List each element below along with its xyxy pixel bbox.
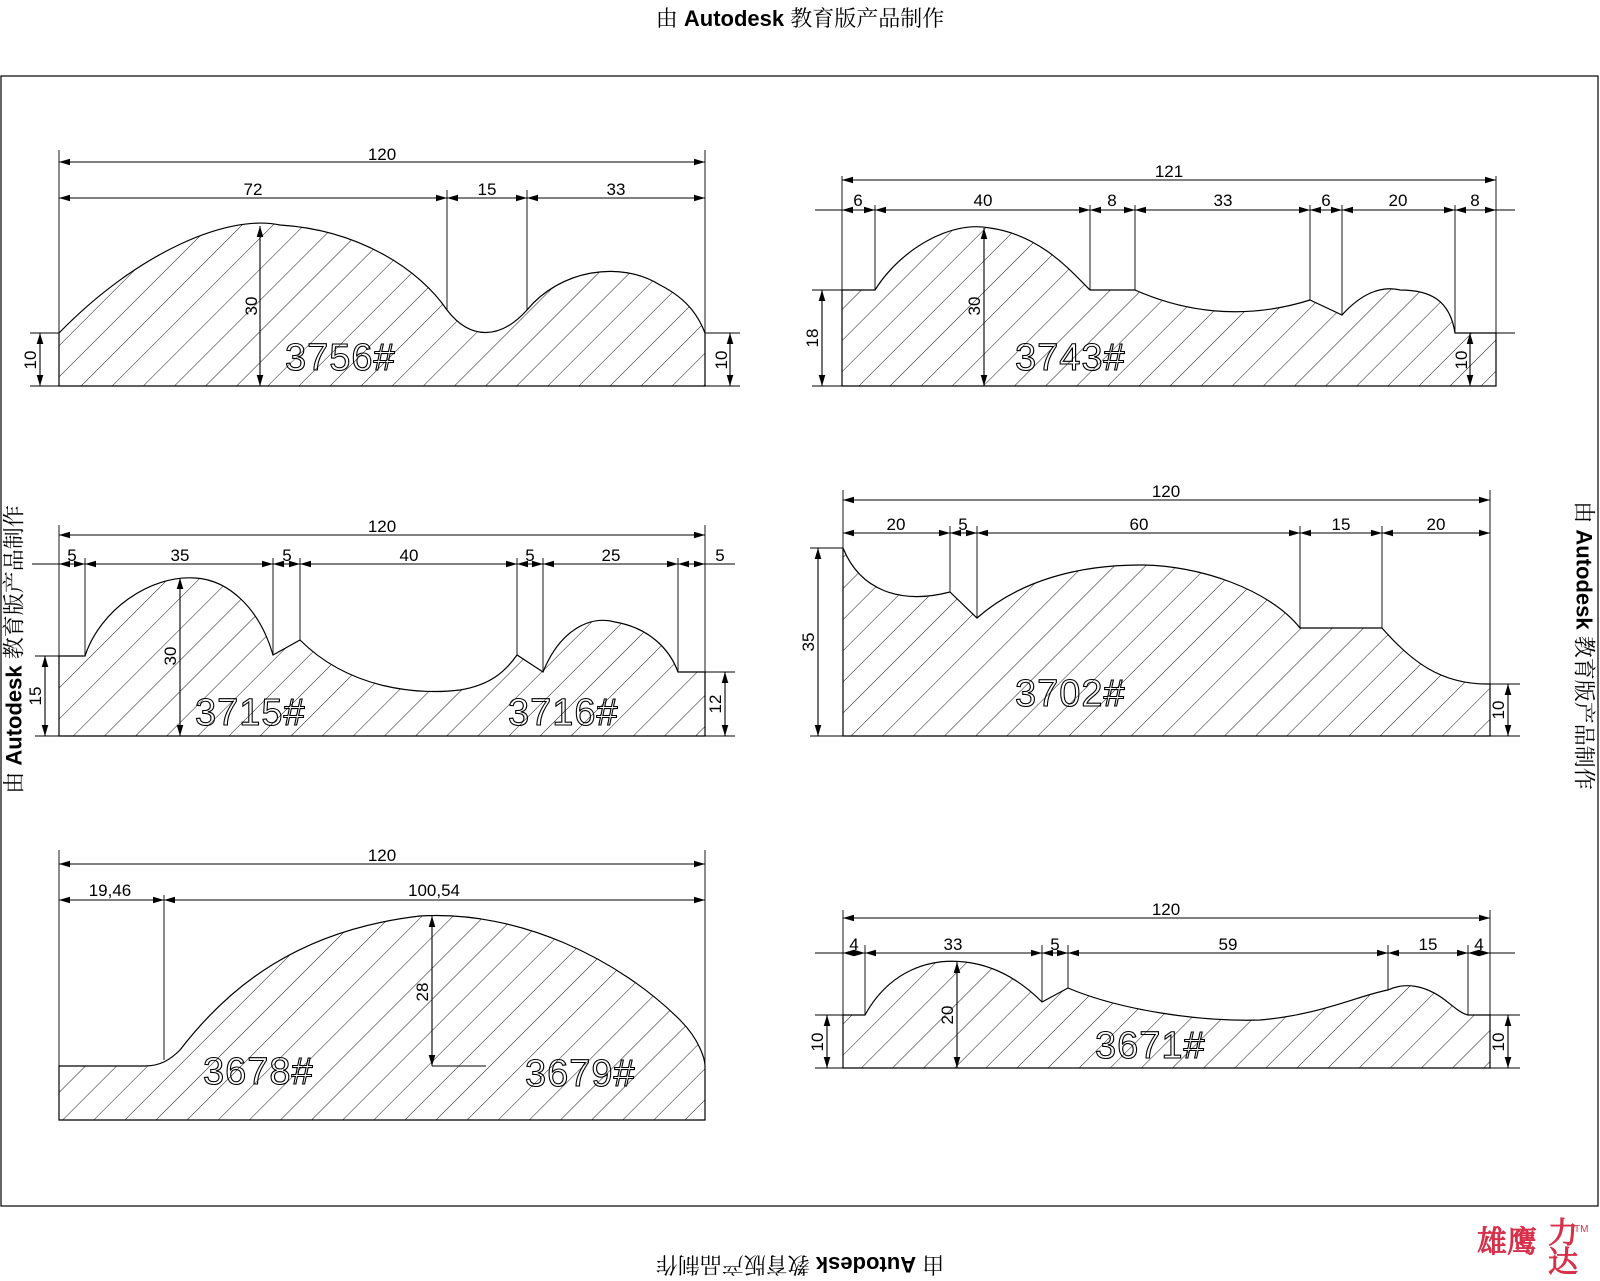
dim-total: 120 bbox=[1152, 900, 1180, 919]
profile-label: 3756# bbox=[285, 337, 396, 379]
profile-label: 3678# bbox=[203, 1051, 314, 1093]
logo-text-2: 力 bbox=[1548, 1216, 1578, 1251]
dim-e: 5 bbox=[525, 546, 534, 565]
profile-3743 bbox=[803, 162, 1515, 386]
profile-label: 3702# bbox=[1015, 673, 1126, 715]
watermark-brand: Autodesk bbox=[1572, 529, 1597, 629]
dim-h: 30 bbox=[161, 647, 180, 666]
dim-c: 5 bbox=[282, 546, 291, 565]
dim-right: 10 bbox=[1489, 701, 1508, 720]
dim-a: 4 bbox=[849, 935, 858, 954]
dim-a: 19,46 bbox=[89, 881, 132, 900]
profile-3715 bbox=[26, 517, 735, 736]
dim-h: 20 bbox=[938, 1006, 957, 1025]
watermark-prefix: 由 bbox=[922, 1252, 944, 1277]
profile-3702 bbox=[799, 482, 1520, 736]
profile-label: 3671# bbox=[1095, 1025, 1206, 1067]
dim-d: 59 bbox=[1219, 935, 1238, 954]
dim-d: 40 bbox=[400, 546, 419, 565]
dim-c: 33 bbox=[607, 180, 626, 199]
dim-b: 35 bbox=[171, 546, 190, 565]
dim-right: 12 bbox=[706, 695, 725, 714]
dim-f: 25 bbox=[602, 546, 621, 565]
dim-total: 121 bbox=[1155, 162, 1183, 181]
watermark-suffix: 教育版产品制作 bbox=[1572, 636, 1597, 790]
dim-left: 10 bbox=[21, 351, 40, 370]
dim-e: 6 bbox=[1321, 191, 1330, 210]
dim-g: 8 bbox=[1470, 191, 1479, 210]
dim-b: 100,54 bbox=[408, 881, 460, 900]
dim-a: 6 bbox=[853, 191, 862, 210]
dim-c: 5 bbox=[1050, 935, 1059, 954]
dim-b: 15 bbox=[478, 180, 497, 199]
dim-h: 28 bbox=[413, 983, 432, 1002]
dim-a: 5 bbox=[67, 546, 76, 565]
dim-e: 15 bbox=[1419, 935, 1438, 954]
dim-d: 33 bbox=[1214, 191, 1233, 210]
dim-left: 18 bbox=[803, 329, 822, 348]
dim-h: 30 bbox=[965, 297, 984, 316]
dim-g: 5 bbox=[715, 546, 724, 565]
logo-trademark: TM bbox=[1574, 1224, 1588, 1235]
watermark-brand: Autodesk bbox=[2, 665, 27, 765]
watermark-suffix: 教育版产品制作 bbox=[2, 505, 27, 659]
dim-total: 120 bbox=[1152, 482, 1180, 501]
watermark-brand: Autodesk bbox=[816, 1252, 916, 1277]
dim-c: 8 bbox=[1107, 191, 1116, 210]
watermark-prefix: 由 bbox=[656, 6, 678, 31]
dim-f: 20 bbox=[1389, 191, 1408, 210]
profile-label: 3679# bbox=[525, 1053, 636, 1095]
dim-b: 5 bbox=[958, 515, 967, 534]
watermark-suffix: 教育版产品制作 bbox=[790, 6, 944, 31]
profile-3671 bbox=[808, 900, 1520, 1068]
watermark-suffix: 教育版产品制作 bbox=[656, 1252, 810, 1277]
dim-left: 15 bbox=[26, 687, 45, 706]
brand-logo bbox=[1477, 1216, 1588, 1280]
dim-c: 60 bbox=[1130, 515, 1149, 534]
dim-right: 10 bbox=[1452, 351, 1471, 370]
dim-b: 40 bbox=[974, 191, 993, 210]
profile-label: 3716# bbox=[508, 692, 619, 734]
dim-e: 20 bbox=[1427, 515, 1446, 534]
dim-right: 10 bbox=[712, 351, 731, 370]
profile-3756 bbox=[21, 145, 740, 386]
dim-f: 4 bbox=[1474, 935, 1483, 954]
profile-3678 bbox=[59, 846, 705, 1120]
dim-right: 10 bbox=[1489, 1033, 1508, 1052]
dim-h: 35 bbox=[799, 633, 818, 652]
dim-a: 72 bbox=[244, 180, 263, 199]
profile-label: 3743# bbox=[1015, 337, 1126, 379]
profile-shape bbox=[842, 227, 1496, 386]
dim-total: 120 bbox=[368, 517, 396, 536]
dim-d: 15 bbox=[1332, 515, 1351, 534]
dim-total: 120 bbox=[368, 846, 396, 865]
logo-text-3: 达 bbox=[1548, 1245, 1578, 1280]
watermark-prefix: 由 bbox=[2, 772, 27, 794]
dim-b: 33 bbox=[944, 935, 963, 954]
watermark-brand: Autodesk bbox=[684, 6, 784, 31]
dim-a: 20 bbox=[887, 515, 906, 534]
profile-shape bbox=[843, 548, 1490, 736]
profile-label: 3715# bbox=[195, 692, 306, 734]
dim-h: 30 bbox=[242, 297, 261, 316]
logo-text-1: 雄鹰 bbox=[1477, 1225, 1537, 1260]
dim-left: 10 bbox=[808, 1033, 827, 1052]
dim-total: 120 bbox=[368, 145, 396, 164]
watermark-prefix: 由 bbox=[1572, 501, 1597, 523]
